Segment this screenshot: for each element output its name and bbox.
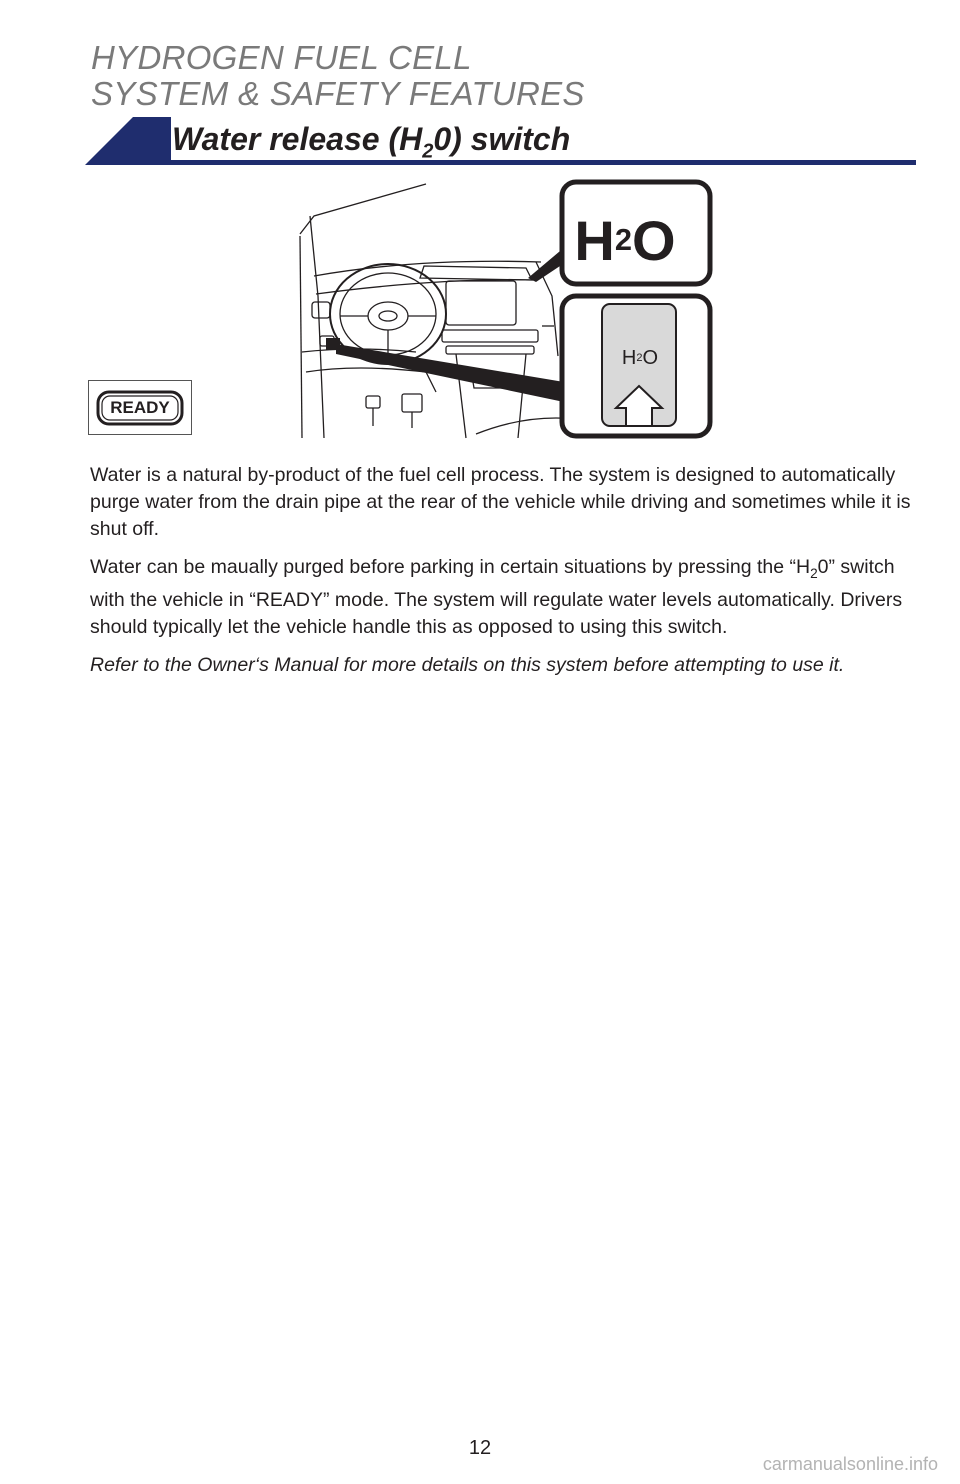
h2o-switch-label bbox=[604, 343, 676, 373]
heading-text-after: 0) switch bbox=[433, 121, 571, 157]
paragraph-2 bbox=[90, 554, 920, 641]
callout-h: H bbox=[574, 208, 615, 272]
site-watermark: carmanualsonline.info bbox=[762, 1454, 938, 1474]
page-heading bbox=[172, 120, 570, 170]
heading-accent-bar bbox=[85, 117, 171, 165]
paragraph-1: Water is a natural by-product of the fuel cell process. The system is designed to automatically purge water from the drain pipe at the rear of the vehicle while driving and sometimes while it is shut off. bbox=[90, 464, 911, 540]
ready-indicator-box bbox=[88, 380, 192, 435]
page-number: 12 bbox=[468, 1437, 492, 1459]
callout-o: O bbox=[632, 208, 676, 272]
switch-o: O bbox=[642, 346, 659, 369]
section-title-line-2: SYSTEM & SAFETY FEATURES bbox=[91, 75, 585, 112]
paragraph-2-start: Water can be maually purged before parking in certain situations by pressing the “H bbox=[90, 556, 811, 578]
paragraph-2-subscript: 2 bbox=[810, 565, 818, 581]
switch-h: H bbox=[621, 346, 637, 369]
h2o-callout-label bbox=[565, 205, 685, 275]
heading-text-before: Water release (H bbox=[172, 121, 423, 157]
body-text bbox=[90, 462, 920, 690]
ready-indicator-label: READY bbox=[110, 398, 170, 417]
section-title bbox=[91, 40, 585, 112]
paragraph-2-end: 0” switch with the vehicle in “READY” mode. The system will regulate water levels automatically. Drivers should typically let the vehicle handle this as opposed to using this switch. bbox=[90, 556, 903, 638]
heading-subscript: 2 bbox=[422, 140, 434, 163]
callout-subscript: 2 bbox=[614, 222, 633, 257]
switch-subscript: 2 bbox=[636, 352, 643, 364]
section-title-line-1: HYDROGEN FUEL CELL bbox=[91, 39, 472, 76]
owners-manual-note: Refer to the Owner‘s Manual for more details on this system before attempting to use it. bbox=[90, 653, 845, 676]
